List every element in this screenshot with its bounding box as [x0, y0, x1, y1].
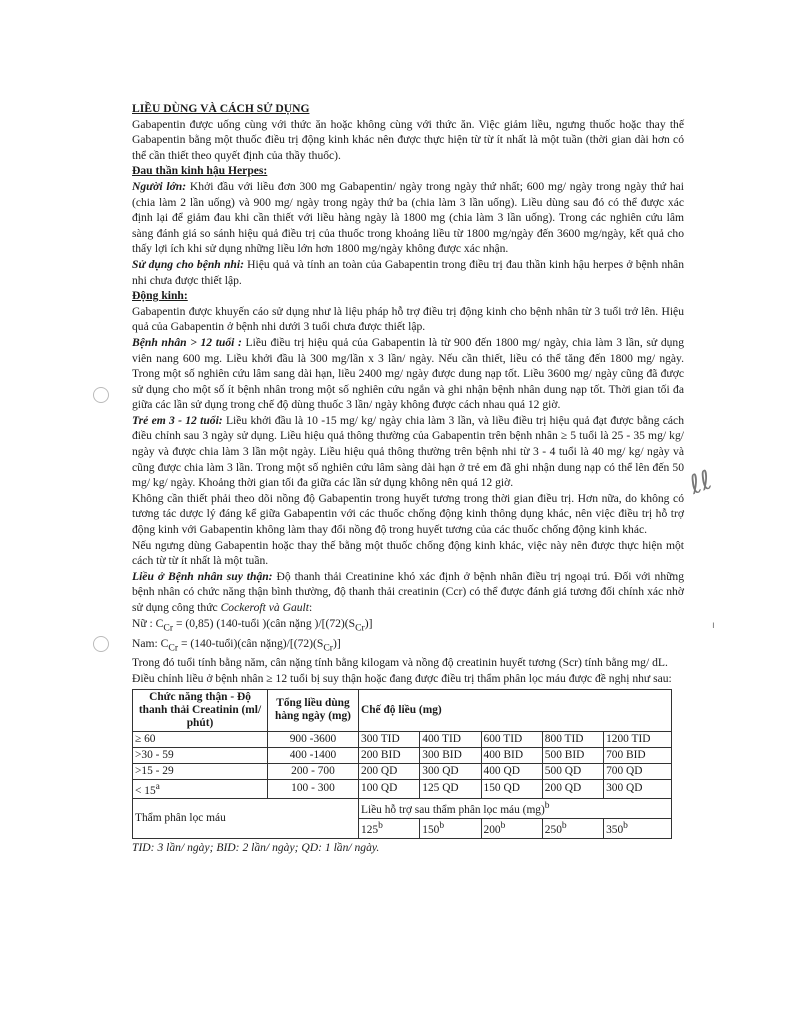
renal-text: Độ thanh thải Creatinine khó xác định ở bệnh nhân điều trị ngoại trú. Đối với những bệnh nhân có chức năng thận bình thường, độ thanh thải creatinin (Ccr) có thể được đánh giá tương đối chính xác nhờ sử dụng công thức	[132, 569, 684, 614]
dose-cell: 700 BID	[604, 747, 672, 763]
margin-dot-mark: ı	[712, 620, 715, 631]
child-3-12-label: Trẻ em 3 - 12 tuổi:	[132, 413, 223, 427]
dose-cell: 100 QD	[359, 779, 420, 799]
renal-paragraph	[132, 569, 684, 616]
dialysis-dose-cell	[481, 819, 542, 839]
dose-cell: 200 BID	[359, 747, 420, 763]
dialysis-dose-cell	[420, 819, 481, 839]
footnote-marker: b	[439, 821, 445, 832]
header-dose-regimen: Chế độ liều (mg)	[359, 689, 672, 731]
margin-scribble: ℓℓ	[685, 465, 716, 501]
dialysis-header	[359, 799, 672, 819]
dialysis-dose: 350	[606, 823, 624, 836]
crcl-value: < 15	[135, 784, 156, 797]
header-creatinine-clearance: Chức năng thận - Độ thanh thải Creatinin (ml/ phút)	[133, 689, 268, 731]
table-row	[133, 763, 672, 779]
pediatric-label: Sử dụng cho bệnh nhi:	[132, 257, 244, 271]
footnote-marker: b	[500, 821, 506, 832]
dose-cell: 400 TID	[420, 731, 481, 747]
over12-label: Bệnh nhân > 12 tuổi :	[132, 335, 242, 349]
dialysis-dose: 200	[483, 823, 501, 836]
table-footnote: TID: 3 lần/ ngày; BID: 2 lần/ ngày; QD: 1 lần/ ngày.	[132, 840, 380, 854]
dose-cell: 500 BID	[542, 747, 603, 763]
crcl-cell: >15 - 29	[133, 763, 268, 779]
dialysis-dose-cell	[359, 819, 420, 839]
dialysis-dose: 125	[361, 823, 379, 836]
table-row	[133, 779, 672, 799]
over12-paragraph	[132, 335, 684, 413]
section-title: LIỀU DÙNG VÀ CÁCH SỬ DỤNG	[132, 102, 310, 115]
footnote-marker: b	[378, 821, 383, 832]
herpes-child-paragraph	[132, 257, 684, 288]
punch-hole-mark-upper	[93, 387, 109, 403]
over12-text: Liều điều trị hiệu quả của Gabapentin là từ 900 đến 1800 mg/ ngày, chia làm 3 lần, sử dụng viên nang 600 mg. Liều khởi đầu là 300 mg/lần x 3 lần/ ngày. Nếu cần thiết, liều có thể tăng đến 1800 mg/ ngày. Trong một số nghiên cứu lâm sang dài hạn, liều 2400 mg/ ngày được dung nạp tốt. Liều 3600 mg/ ngày cũng đã được sử dụng cho một số ít bệnh nhân trong một số nghiên cứu ngắn và ghi nhận bệnh nhân dung nạp tốt. Thời gian tối đa giữa các lần sử dụng trong chế độ dùng thuốc 3 lần/ ngày không được cách nhau quá 12 giờ.	[132, 335, 685, 412]
header-total-daily-dose: Tổng liều dùng hàng ngày (mg)	[268, 689, 359, 731]
dose-cell: 600 TID	[481, 731, 542, 747]
dialysis-dose: 250	[544, 823, 562, 836]
dose-cell: 125 QD	[420, 779, 481, 799]
punch-hole-mark-lower	[93, 636, 109, 652]
total-dose-cell: 100 - 300	[268, 779, 359, 799]
total-dose-cell: 200 - 700	[268, 763, 359, 779]
female-formula-start: Nữ : C	[132, 616, 164, 630]
table-row	[133, 731, 672, 747]
child-3-12-paragraph	[132, 413, 684, 491]
female-formula-mid: = (0,85) (140-tuổi )(cân nặng )/[(72)(S	[173, 616, 356, 630]
dose-cell: 200 QD	[542, 779, 603, 799]
dose-cell: 400 QD	[481, 763, 542, 779]
footnote-marker: b	[544, 801, 550, 812]
dose-cell: 500 QD	[542, 763, 603, 779]
monitoring-paragraph: Không cần thiết phải theo dõi nồng độ Gabapentin trong huyết tương trong thời gian điều trị. Hơn nữa, do không có tương tác dược lý đáng kể giữa Gabapentin với các thuốc chống động kinh thông dụng khác, nên việc điều trị hỗ trợ động kinh với Gabapentin không làm thay đổi nồng độ trong huyết tương của các thuốc chống động kinh khác.	[132, 491, 684, 537]
female-formula	[132, 616, 684, 636]
male-formula-start: Nam: C	[132, 636, 169, 650]
dialysis-dose-cell	[542, 819, 603, 839]
pediatric-text: Hiệu quả và tính an toàn của Gabapentin trong điều trị đau thần kinh hậu herpes ở bệnh nhân nhi chưa được thiết lập.	[132, 257, 684, 287]
epilepsy-intro: Gabapentin được khuyến cáo sử dụng như là liệu pháp hỗ trợ điều trị động kinh cho bệnh nhân từ 3 tuổi trở lên. Hiệu quả của Gabapentin ở bệnh nhi dưới 3 tuổi chưa được thiết lập.	[132, 304, 684, 334]
dose-cell: 200 QD	[359, 763, 420, 779]
dose-cell: 1200 TID	[604, 731, 672, 747]
table-row	[133, 747, 672, 763]
male-formula-end: )]	[333, 636, 341, 650]
total-dose-cell: 900 -3600	[268, 731, 359, 747]
dose-cell: 400 BID	[481, 747, 542, 763]
total-dose-cell: 400 -1400	[268, 747, 359, 763]
dialysis-header-row	[133, 799, 672, 819]
herpes-adult-paragraph	[132, 179, 684, 257]
scr-subscript: Cr	[323, 641, 333, 653]
dose-cell: 300 TID	[359, 731, 420, 747]
male-formula	[132, 636, 684, 656]
crcl-cell: ≥ 60	[133, 731, 268, 747]
dose-cell: 150 QD	[481, 779, 542, 799]
switching-paragraph: Nếu ngưng dùng Gabapentin hoặc thay thế bằng một thuốc chống động kinh khác, việc này nên được thực hiện một cách từ từ ít nhất là một tuần.	[132, 538, 684, 568]
crcl-cell: >30 - 59	[133, 747, 268, 763]
epilepsy-heading: Động kinh:	[132, 289, 188, 303]
adult-label: Người lớn:	[132, 179, 187, 193]
footnote-marker: b	[561, 821, 567, 832]
dose-cell: 300 BID	[420, 747, 481, 763]
formula-name: Cockeroft và Gault	[220, 601, 309, 614]
female-formula-end: )]	[364, 616, 373, 630]
dose-adjust-paragraph: Điều chỉnh liều ở bệnh nhân ≥ 12 tuổi bị suy thận hoặc đang được điều trị thẩm phân lọc máu được đề nghị như sau:	[132, 672, 672, 685]
footnote-marker: b	[623, 821, 628, 832]
dialysis-dose: 150	[422, 823, 440, 836]
dose-cell: 300 QD	[604, 779, 672, 799]
renal-dose-table	[132, 689, 672, 839]
adult-text: Khởi đầu với liều đơn 300 mg Gabapentin/ ngày trong ngày thứ nhất; 600 mg/ ngày trong ngày thứ hai (chia làm 2 lần uống) và 900 mg/ ngày trong ngày thứ ba (chia làm 3 lần uống). Liều dùng sau đó có thể được xác định lại để giảm đau khi cần thiết với liều hàng ngày là 1800 mg (chia làm 3 lần uống). Trong các nghiên cứu lâm sàng đánh giá so sánh hiệu quả điều trị của thuốc trong khoảng liều từ 1800 mg/ngày đến 3600 mg/ngày, kết quả cho thấy lợi ích khi sử dụng những liều lớn hơn 1800 mg/ngày không được xác nhận.	[132, 179, 684, 256]
dialysis-dose-cell	[604, 819, 672, 839]
renal-label: Liều ở Bệnh nhân suy thận:	[132, 569, 273, 583]
scr-subscript: Cr	[355, 621, 365, 633]
dose-cell: 800 TID	[542, 731, 603, 747]
intro-paragraph: Gabapentin được uống cùng với thức ăn hoặc không cùng với thức ăn. Việc giảm liều, ngưng thuốc hoặc thay thế Gabapentin bằng một thuốc điều trị động kinh khác nên được thực hiện từ từ ít nhất là một tuần (thời gian dài hơn có thể cần thiết theo quyết định của thầy thuốc).	[132, 117, 684, 162]
ccr-subscript: Cr	[168, 641, 179, 653]
crcl-cell	[133, 779, 268, 799]
dose-cell: 300 QD	[420, 763, 481, 779]
document-body	[132, 101, 684, 856]
dose-cell: 700 QD	[604, 763, 672, 779]
formula-explanation: Trong đó tuổi tính bằng năm, cân nặng tính bằng kilogam và nồng độ creatinin huyết tương (Scr) tính bằng mg/ dL.	[132, 656, 668, 670]
renal-text-end: :	[309, 601, 313, 614]
ccr-subscript: Cr	[163, 621, 174, 633]
male-formula-mid: = (140-tuổi)(cân nặng)/[(72)(S	[178, 636, 324, 650]
table-header-row	[133, 689, 672, 731]
dialysis-header-text: Liều hỗ trợ sau thẩm phân lọc máu (mg)	[361, 804, 545, 817]
herpes-heading: Đau thần kinh hậu Herpes:	[132, 164, 268, 178]
footnote-marker: a	[155, 781, 160, 792]
dialysis-label: Thẩm phân lọc máu	[133, 799, 359, 839]
child-3-12-text: Liều khởi đầu là 10 -15 mg/ kg/ ngày chia làm 3 lần, và liều điều trị hiệu quả đạt được bằng cách điều chỉnh sau 3 ngày sử dụng. Liều hiệu quả thông thường của Gabapentin trên bệnh nhân ≥ 5 tuổi là 25 - 35 mg/ kg/ ngày và được chia làm 3 lần một ngày. Liều hiệu quả thông thường trên bệnh nhi từ 3 - 4 tuổi là 40 mg/ kg/ ngày và cũng được chia làm 3 lần. Trong một số nghiên cứu lâm sàng dài hạn ở trẻ em đã ghi nhận dung nạp có thể lên đến 50 mg/ kg/ ngày. Khoảng thời gian tối đa giữa các lần sử dụng không nên quá 12 giờ.	[132, 413, 685, 490]
